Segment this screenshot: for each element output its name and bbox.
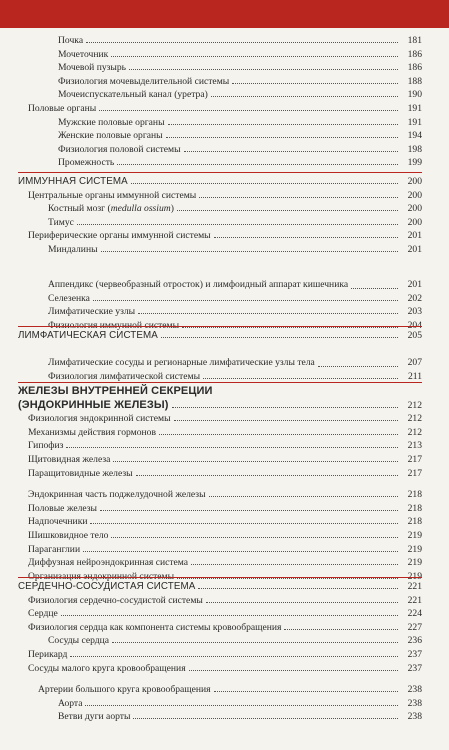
leader-dots [351, 288, 398, 289]
toc-entry-title: Диффузная нейроэндокринная система [28, 557, 189, 569]
toc-section-immune [18, 172, 422, 333]
toc-heading[interactable] [18, 385, 422, 399]
toc-entry[interactable] [18, 216, 422, 230]
toc-entry[interactable] [18, 75, 422, 89]
toc-page-number: 186 [407, 48, 422, 60]
leader-dots [166, 137, 398, 138]
section-divider [18, 382, 422, 383]
toc-entry-title: Эндокринная часть поджелудочной железы [28, 489, 206, 501]
toc-entry-title: Тимус [48, 216, 74, 228]
section-divider [18, 577, 422, 578]
toc-entry-title: Мочеиспускательный канал (уретра) [58, 89, 208, 101]
leader-dots [198, 588, 398, 589]
toc-page-number: 198 [407, 143, 422, 155]
leader-dots [129, 69, 398, 70]
toc-entry[interactable] [18, 697, 422, 711]
toc-page-number: 218 [407, 516, 422, 528]
toc-page-number: 238 [407, 697, 422, 709]
toc-heading[interactable] [18, 329, 422, 343]
toc-page-number: 207 [407, 357, 422, 369]
toc-page-number: 221 [407, 594, 422, 606]
toc-page-number: 212 [407, 413, 422, 425]
leader-dots [70, 656, 398, 657]
toc-page-number: 224 [407, 608, 422, 620]
toc-entry-title: Физиология половой системы [58, 143, 181, 155]
toc-entry[interactable] [18, 156, 422, 170]
toc-entry-title: Почка [58, 35, 84, 46]
toc-entry-title: Физиология эндокринной системы [28, 413, 171, 425]
toc-page-number: 188 [407, 75, 422, 87]
leader-dots [90, 523, 398, 524]
toc-entry[interactable] [18, 502, 422, 516]
leader-dots [99, 110, 398, 111]
toc-entry-title: Лимфатические сосуды и регионарные лимфатические узлы тела [48, 357, 315, 369]
toc-entry[interactable] [18, 648, 422, 662]
leader-dots [177, 210, 398, 211]
toc-entry-title: Сосуды сердца [48, 635, 110, 647]
toc-entry[interactable] [18, 265, 422, 292]
toc-entry[interactable] [18, 88, 422, 102]
leader-dots [214, 691, 398, 692]
toc-entry-title: Физиология мочевыделительной системы [58, 75, 230, 87]
toc-page-number: 191 [407, 102, 422, 114]
leader-dots [189, 670, 398, 671]
toc-page-number: 237 [407, 662, 422, 674]
toc-entry-title: Перикард [28, 648, 68, 660]
leader-dots [318, 366, 398, 367]
leader-dots [174, 420, 398, 421]
toc-entry[interactable] [18, 453, 422, 467]
toc-heading[interactable] [18, 399, 422, 413]
toc-entry-title: Физиология сердечно-сосудистой системы [28, 594, 203, 606]
toc-section-endocrine [18, 382, 422, 583]
leader-dots [66, 447, 398, 448]
leader-dots [101, 251, 398, 252]
toc-page-number: 201 [407, 230, 422, 242]
toc-entry-title: Половые органы [28, 102, 97, 114]
toc-entry[interactable] [18, 710, 422, 724]
toc-entry-title: Аорта [58, 697, 83, 709]
toc-page-number: 237 [407, 648, 422, 660]
toc-entry[interactable] [18, 229, 422, 243]
leader-dots [172, 407, 399, 408]
toc-page-number: 203 [407, 306, 422, 318]
toc-entry-title: ИММУННАЯ СИСТЕМА [18, 176, 128, 187]
toc-entry-title: Лимфатические узлы [48, 306, 136, 318]
toc-page-number: 218 [407, 489, 422, 501]
toc-entry-title: Женские половые органы [58, 130, 163, 142]
toc-page-number: 186 [407, 62, 422, 74]
leader-dots [191, 564, 398, 565]
toc-page-number: 217 [407, 467, 422, 479]
toc-page-number: 211 [407, 370, 422, 382]
leader-dots [61, 615, 398, 616]
leader-dots [159, 434, 398, 435]
leader-dots [113, 461, 398, 462]
toc-entry[interactable] [18, 292, 422, 306]
toc-page-number: 201 [407, 279, 422, 291]
toc-section-lymphatic [18, 326, 422, 383]
leader-dots [77, 224, 398, 225]
leader-dots [100, 510, 398, 511]
toc-entry-title: Костный мозг (medulla ossium) [48, 203, 174, 215]
toc-page-number: 227 [407, 621, 422, 633]
toc-entry-title: Миндалины [48, 243, 98, 255]
toc-page-number: 213 [407, 440, 422, 452]
toc-entry-title: Надпочечники [28, 516, 88, 528]
toc-entry[interactable] [18, 116, 422, 130]
toc-entry[interactable] [18, 61, 422, 75]
toc-page-number: 200 [407, 189, 422, 201]
toc-entry-title: Физиология лимфатической системы [48, 370, 201, 382]
leader-dots [133, 718, 398, 719]
toc-page-number: 221 [407, 581, 422, 592]
toc-entry[interactable] [18, 426, 422, 440]
leader-dots [206, 602, 398, 603]
toc-entry[interactable] [18, 543, 422, 557]
toc-entry-title: Промежность [58, 157, 115, 169]
toc-entry[interactable] [18, 556, 422, 570]
leader-dots [111, 537, 398, 538]
toc-entry-title: Шишковидное тело [28, 529, 109, 541]
section-divider [18, 326, 422, 327]
top-color-band [0, 0, 449, 28]
leader-dots [209, 496, 398, 497]
leader-dots [86, 42, 398, 43]
toc-page-number: 201 [407, 243, 422, 255]
leader-dots [93, 300, 398, 301]
toc-page-number: 194 [407, 130, 422, 142]
toc-entry-title: Ветви дуги аорты [58, 711, 131, 723]
leader-dots [199, 197, 398, 198]
leader-dots [131, 183, 398, 184]
toc-page-number: 199 [407, 157, 422, 169]
leader-dots [138, 313, 398, 314]
toc-entry[interactable] [18, 529, 422, 543]
toc-entry-title: СЕРДЕЧНО-СОСУДИСТАЯ СИСТЕМА [18, 581, 196, 592]
toc-page-number: 217 [407, 453, 422, 465]
toc-page-number: 238 [407, 711, 422, 723]
toc-page-number: 202 [407, 292, 422, 304]
toc-entry-title: ЖЕЛЕЗЫ ВНУТРЕННЕЙ СЕКРЕЦИИ [18, 385, 213, 397]
toc-entry-title: Физиология сердца как компонента системы кровообращения [28, 621, 282, 633]
table-of-contents [0, 28, 449, 750]
toc-entry-title: (ЭНДОКРИННЫЕ ЖЕЛЕЗЫ) [18, 398, 169, 411]
section-divider [18, 172, 422, 173]
toc-heading[interactable] [18, 175, 422, 189]
leader-dots [184, 151, 398, 152]
toc-page-number: 219 [407, 543, 422, 555]
spacer [18, 480, 422, 488]
toc-page-number: 219 [407, 557, 422, 569]
toc-page-number: 212 [407, 399, 422, 411]
leader-dots [85, 705, 398, 706]
leader-dots [112, 642, 398, 643]
toc-entry[interactable] [18, 34, 422, 48]
toc-entry-title: Мужские половые органы [58, 116, 165, 128]
toc-entry[interactable] [18, 102, 422, 116]
leader-dots [232, 83, 398, 84]
toc-entry[interactable] [18, 412, 422, 426]
toc-entry[interactable] [18, 143, 422, 157]
leader-dots [83, 551, 398, 552]
spacer [18, 675, 422, 683]
toc-entry[interactable] [18, 594, 422, 608]
toc-entry-title: Аппендикс (червеобразный отросток) и лимфоидный аппарат кишечника [48, 279, 349, 291]
toc-page-number: 190 [407, 89, 422, 101]
toc-entry-title: Сосуды малого круга кровообращения [28, 662, 186, 674]
leader-dots [214, 237, 398, 238]
toc-entry[interactable] [18, 202, 422, 216]
toc-entry[interactable] [18, 488, 422, 502]
toc-entry-title: Мочевой пузырь [58, 62, 127, 74]
leader-dots [284, 629, 398, 630]
toc-entry[interactable] [18, 189, 422, 203]
leader-dots [203, 378, 398, 379]
toc-entry[interactable] [18, 467, 422, 481]
toc-entry[interactable] [18, 662, 422, 676]
leader-dots [168, 124, 398, 125]
spacer [18, 257, 422, 265]
toc-entry[interactable] [18, 515, 422, 529]
toc-entry[interactable] [18, 48, 422, 62]
toc-entry-title: Параганглии [28, 543, 81, 555]
toc-page-number: 191 [407, 116, 422, 128]
toc-page-number: 205 [407, 330, 422, 341]
toc-page-number: 236 [407, 635, 422, 647]
toc-page-number: 200 [407, 216, 422, 228]
toc-entry-title: Центральные органы иммунной системы [28, 189, 197, 201]
toc-entry[interactable] [18, 439, 422, 453]
toc-page-number: 218 [407, 502, 422, 514]
toc-page-number: 200 [407, 203, 422, 215]
toc-page-number: 200 [407, 176, 422, 187]
toc-entry[interactable] [18, 343, 422, 370]
toc-entry[interactable] [18, 305, 422, 319]
toc-entry-title: Артерии большого круга кровообращения [38, 684, 211, 696]
toc-heading[interactable] [18, 580, 422, 594]
toc-page-number: 219 [407, 529, 422, 541]
leader-dots [161, 337, 398, 338]
toc-entry-title: Гипофиз [28, 440, 64, 452]
toc-entry-title: Половые железы [28, 502, 97, 514]
toc-entry-title: Периферические органы иммунной системы [28, 230, 211, 242]
toc-entry[interactable] [18, 129, 422, 143]
leader-dots [136, 475, 398, 476]
toc-entry-title: Селезенка [48, 292, 90, 304]
toc-entry-title: Сердце [28, 608, 58, 620]
leader-dots [211, 96, 398, 97]
toc-section-urinary [18, 34, 422, 170]
toc-entry[interactable] [18, 621, 422, 635]
toc-page-number: 238 [407, 684, 422, 696]
toc-entry[interactable] [18, 634, 422, 648]
toc-page-number: 212 [407, 426, 422, 438]
toc-section-cardiovascular [18, 577, 422, 724]
leader-dots [117, 164, 398, 165]
toc-entry[interactable] [18, 683, 422, 697]
toc-entry-title: Паращитовидные железы [28, 467, 133, 479]
toc-entry-title: Щитовидная железа [28, 453, 111, 465]
leader-dots [111, 56, 398, 57]
toc-entry-title: Механизмы действия гормонов [28, 426, 156, 438]
toc-page-number: 181 [407, 35, 422, 46]
toc-entry[interactable] [18, 243, 422, 257]
toc-entry-title: ЛИМФАТИЧЕСКАЯ СИСТЕМА [18, 330, 158, 341]
toc-entry[interactable] [18, 607, 422, 621]
toc-entry-title: Мочеточник [58, 48, 109, 60]
